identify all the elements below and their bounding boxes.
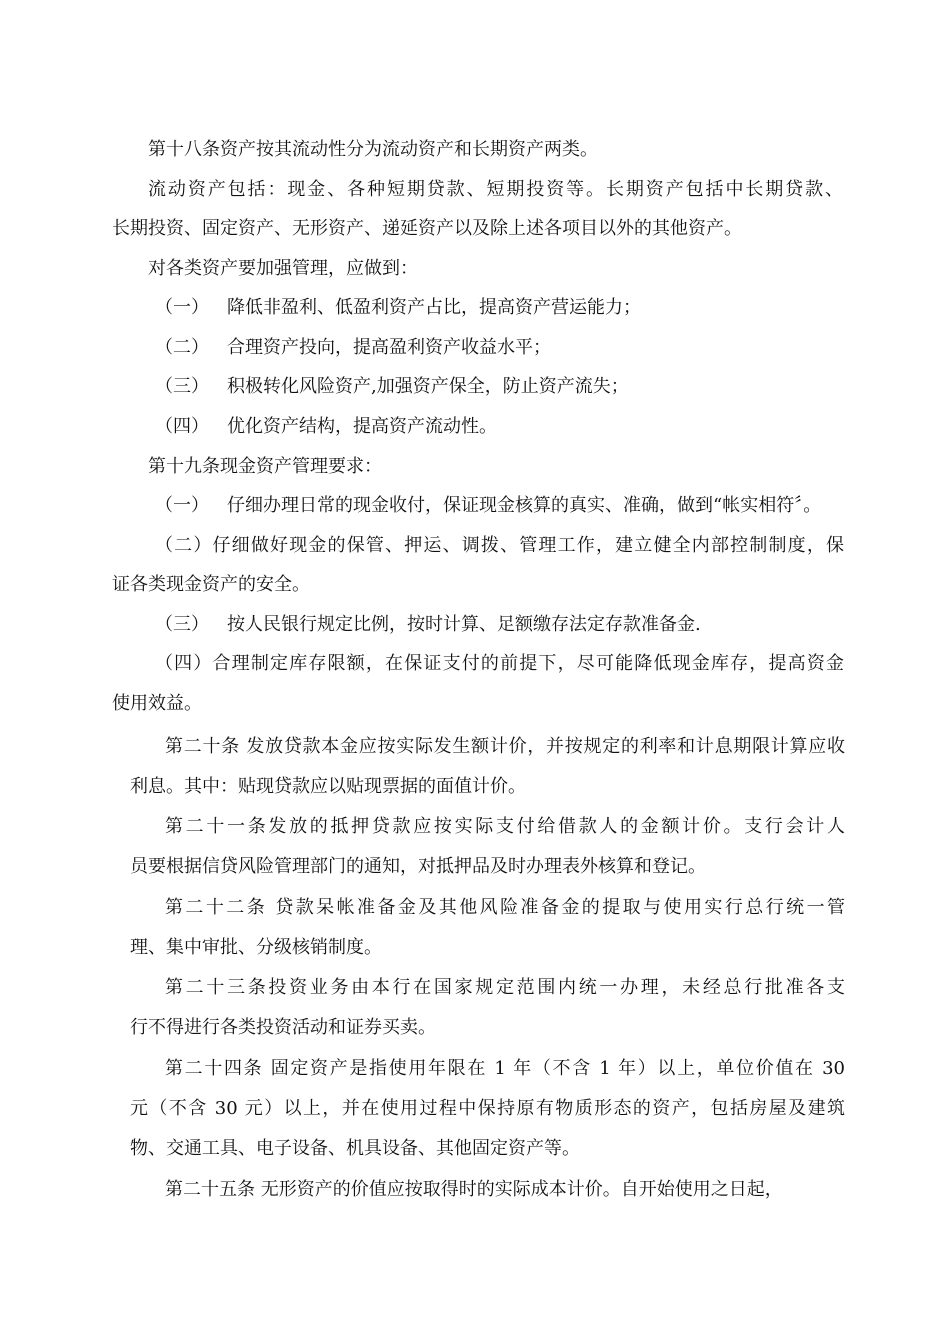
- cash-item-4-line-1: （四）合理制定库存限额，在保证支付的前提下，尽可能降低现金库存，提高资金: [155, 653, 844, 674]
- article-23-line-2: 行不得进行各类投资活动和证券买卖。: [130, 1017, 436, 1038]
- article-24-line-3: 物、交通工具、电子设备、机具设备、其他固定资产等。: [130, 1138, 580, 1159]
- item-number: （四）: [155, 416, 209, 437]
- cash-item-2-line-2: 证各类现金资产的安全。: [112, 574, 310, 595]
- cash-item-2-line-1: （二）仔细做好现金的保管、押运、调拨、管理工作，建立健全内部控制制度，保: [155, 535, 844, 556]
- article-24-line-2: 元（不含 30 元）以上，并在使用过程中保持原有物质形态的资产，包括房屋及建筑: [130, 1098, 845, 1119]
- article-21-line-2: 员要根据信贷风险管理部门的通知，对抵押品及时办理表外核算和登记。: [130, 856, 706, 877]
- cash-item-4-line-2: 使用效益。: [112, 693, 202, 714]
- item-number: （三）: [155, 376, 209, 397]
- asset-management-intro: 对各类资产要加强管理，应做到：: [148, 258, 418, 279]
- item-number: （三）: [155, 614, 209, 635]
- article-24-line-1: 第二十四条 固定资产是指使用年限在 1 年（不含 1 年）以上，单位价值在 30: [165, 1058, 845, 1079]
- article-22-line-2: 理、集中审批、分级核销制度。: [130, 937, 382, 958]
- article-20-line-2: 利息。其中：贴现贷款应以贴现票据的面值计价。: [130, 776, 526, 797]
- item-text: 积极转化风险资产,加强资产保全，防止资产流失；: [227, 376, 629, 397]
- article-25: 第二十五条 无形资产的价值应按取得时的实际成本计价。自开始使用之日起，: [165, 1179, 783, 1200]
- article-23-line-1: 第二十三条投资业务由本行在国家规定范围内统一办理，未经总行批准各支: [165, 977, 845, 998]
- cash-item-1: [155, 494, 821, 518]
- article-21-line-1: 第二十一条发放的抵押贷款应按实际支付给借款人的金额计价。支行会计人: [165, 816, 845, 837]
- item-text: 合理资产投向，提高盈利资产收益水平；: [227, 337, 551, 358]
- article-18-detail-line-2: 长期投资、固定资产、无形资产、递延资产以及除上述各项目以外的其他资产。: [112, 218, 742, 239]
- item-text: 按人民银行规定比例，按时计算、足额缴存法定存款准备金.: [227, 614, 701, 635]
- item-text: 仔细办理日常的现金收付，保证现金核算的真实、准确，做到“帐实相符〞。: [227, 495, 822, 516]
- item-text: 优化资产结构，提高资产流动性。: [227, 416, 497, 437]
- item-number: （二）: [155, 337, 209, 358]
- asset-management-item: [155, 336, 551, 360]
- asset-management-item: [155, 415, 497, 439]
- asset-management-item: [155, 375, 629, 399]
- asset-management-item: [155, 296, 641, 320]
- article-18: 第十八条资产按其流动性分为流动资产和长期资产两类。: [148, 139, 598, 160]
- item-number: （一）: [155, 495, 209, 516]
- cash-item-3: [155, 613, 701, 637]
- article-19: 第十九条现金资产管理要求：: [148, 456, 382, 477]
- article-18-detail-line-1: 流动资产包括：现金、各种短期贷款、短期投资等。长期资产包括中长期贷款、: [148, 179, 843, 200]
- item-number: （一）: [155, 297, 209, 318]
- article-20-line-1: 第二十条 发放贷款本金应按实际发生额计价，并按规定的利率和计息期限计算应收: [165, 736, 845, 757]
- item-text: 降低非盈利、低盈利资产占比，提高资产营运能力；: [227, 297, 641, 318]
- article-22-line-1: 第二十二条 贷款呆帐准备金及其他风险准备金的提取与使用实行总行统一管: [165, 897, 845, 918]
